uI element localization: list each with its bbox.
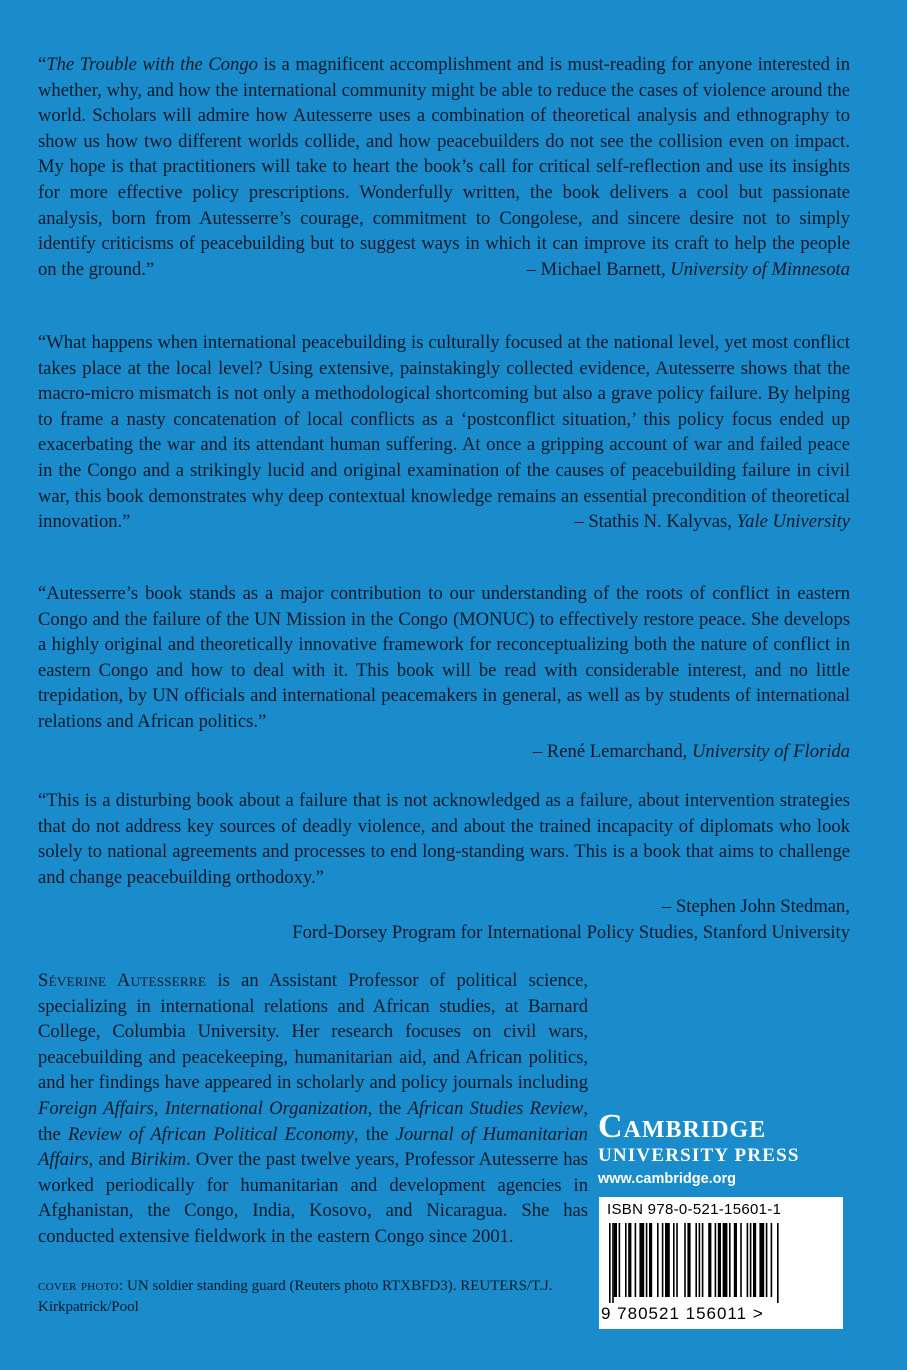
barcode-stripe — [619, 1223, 621, 1297]
quote-author: – Stephen John Stedman, — [662, 896, 850, 918]
publisher-url: www.cambridge.org — [598, 1171, 737, 1187]
barcode-stripe — [676, 1223, 678, 1297]
bio-text: , the — [367, 1097, 408, 1119]
quote-text: “Autesserre’s book stands as a major contribution to our understanding of the roots of conflict in eastern Congo and the failure of the UN Mission in the Congo (MONUC) to effectively restore peace. She develops a highly original and theoretically innovative framework for reconceptualizing both the nature of conflict in eastern Congo and how to deal with it. This book will be read with considerable interest, and no little trepidation, by UN officials and international peacemakers in general, as well as by students of international relations and African politics.” — [38, 583, 850, 732]
barcode-stripe — [771, 1223, 773, 1297]
barcode-bars — [609, 1223, 833, 1303]
barcode-stripe — [708, 1223, 711, 1297]
publisher-logo — [598, 1110, 838, 1190]
isbn-barcode — [599, 1197, 843, 1329]
barcode-stripe — [695, 1223, 697, 1297]
journal-name: Review of African Political Economy — [67, 1123, 354, 1145]
journal-name: African Studies Review — [407, 1097, 584, 1119]
barcode-stripe — [777, 1223, 779, 1303]
barcode-stripe — [684, 1223, 686, 1297]
endorsement-quote-4 — [38, 788, 850, 946]
barcode-stripe — [665, 1223, 670, 1297]
endorsement-quote-3 — [38, 581, 850, 764]
barcode-stripe — [740, 1223, 742, 1297]
credit-text: UN soldier standing guard (Reuters photo RTXBFD3). REUTERS/T.J. Kirkpatrick/Pool — [38, 1278, 553, 1315]
barcode-stripe — [614, 1223, 617, 1297]
quote-text: “What happens when international peacebuilding is culturally focused at the national level, yet most conflict takes place at the local level? Using extensive, painstakingly collected evidence, Autesserre shows that the macro-micro mismatch is not only a methodological shortcoming but also a grave policy failure. By helping to frame a nasty concatenation of local conflicts as a ‘postconflict situation,’ this policy focus ended up exacerbating the war and its attendant human suffering. At once a gripping account of war and failed peace in the Congo and a strikingly lucid and original examination of the causes of peacebuilding failure in civil war, this book demonstrates why deep contextual knowledge remains an essential precondition of theoretical innovation.” — [38, 332, 850, 533]
bio-text: , and — [88, 1149, 131, 1171]
barcode-stripe — [699, 1223, 701, 1297]
journal-name: Journal of Humanitarian Affairs — [38, 1123, 588, 1171]
journal-name: Birikim — [130, 1149, 187, 1171]
quote-author: – René Lemarchand, — [532, 740, 692, 762]
quote-author: – Stathis N. Kalyvas, — [574, 511, 737, 533]
bio-text: , the — [353, 1123, 396, 1145]
publisher-name: Cambridge — [598, 1108, 767, 1145]
barcode-stripe — [747, 1223, 749, 1297]
endorsement-quote-1 — [38, 52, 850, 282]
endorsement-quote-2 — [38, 330, 850, 535]
journal-name: Foreign Affairs — [38, 1097, 154, 1119]
bio-text: is an Assistant Professor of political science, specializing in international relations and African studies, at Barnard College, Columbia University. Her research focuses on civil wars, peacebuilding and peacekeeping, humanitarian aid, and African politics, and her findings have appeared in scholarly and policy journals including — [38, 970, 588, 1094]
barcode-stripe — [639, 1223, 644, 1297]
barcode-digits: 9 780521 156011 > — [601, 1304, 764, 1323]
barcode-stripe — [612, 1223, 614, 1303]
bio-text: , the — [38, 1097, 588, 1145]
barcode-stripe — [628, 1223, 631, 1297]
isbn-label: ISBN 978-0-521-15601-1 — [607, 1201, 782, 1218]
publisher-subtitle: UNIVERSITY PRESS — [598, 1145, 800, 1166]
cover-photo-credit — [38, 1276, 578, 1318]
quote-open-mark: “ — [38, 54, 47, 75]
barcode-stripe — [662, 1223, 664, 1297]
barcode-stripe — [657, 1223, 659, 1297]
author-name: Séverine Autesserre — [38, 970, 207, 991]
quote-institution: University of Florida — [691, 740, 850, 762]
quote-text: is a magnificent accomplishment and is must-reading for anyone interested in whether, why, and how the international community might be able to reduce the cases of violence around the world. Scholars will admire how Autesserre uses a combination of theoretical analysis and ethnography to show us how two different worlds collide, and how peacebuilders do not see the collision even on impact. My hope is that practitioners will take to heart the book’s call for critical self-reflection and use its insights for more effective policy prescriptions. Wonderfully written, the book delivers a cool but passionate analysis, born from Autesserre’s courage, commitment to Congolese, and sincere desire not to simply identify criticisms of peacebuilding but to suggest ways in which it can improve its craft to help the people on the ground.” — [38, 54, 850, 280]
quote-attribution — [38, 257, 850, 283]
barcode-stripe — [649, 1223, 652, 1297]
barcode-stripe — [723, 1223, 728, 1297]
barcode-stripe — [734, 1223, 737, 1297]
barcode-stripe — [759, 1223, 764, 1297]
barcode-stripe — [729, 1223, 731, 1297]
barcode-stripe — [753, 1223, 756, 1297]
barcode-stripe — [673, 1223, 675, 1297]
quote-institution: Yale University — [736, 511, 850, 533]
quote-institution: Ford-Dorsey Program for International Policy Studies, Stanford University — [292, 921, 850, 943]
barcode-stripe — [750, 1223, 752, 1297]
barcode-stripe — [718, 1223, 721, 1297]
barcode-stripe — [646, 1223, 648, 1297]
barcode-stripe — [715, 1223, 717, 1297]
credit-label: cover photo: — [38, 1278, 124, 1294]
quote-text: “This is a disturbing book about a failure that is not acknowledged as a failure, about intervention strategies that do not address key sources of deadly violence, and about the trained incapacity of diplomats who look solely to national agreements and processes to end long-standing wars. This is a book that aims to challenge and change peacebuilding orthodoxy.” — [38, 790, 850, 888]
bio-text: . Over the past twelve years, Professor Autesserre has worked periodically for humanitarian and development agencies in Afghanistan, the Congo, India, Kosovo, and Nicaragua. She has conducted extensive fieldwork in the eastern Congo since 2001. — [38, 1149, 588, 1247]
barcode-stripe — [702, 1223, 704, 1297]
barcode-stripe — [609, 1223, 611, 1303]
barcode-stripe — [625, 1223, 627, 1297]
bio-text: , — [153, 1097, 165, 1119]
quote-attribution — [38, 739, 850, 765]
barcode-stripe — [687, 1223, 690, 1297]
book-title: The Trouble with the Congo — [46, 54, 258, 75]
journal-name: International Organization — [164, 1097, 368, 1119]
quote-author: – Michael Barnett, — [526, 258, 671, 280]
barcode-stripe — [766, 1223, 768, 1297]
barcode-stripe — [635, 1223, 637, 1297]
quote-institution: University of Minnesota — [670, 258, 850, 280]
quote-attribution — [38, 509, 850, 535]
